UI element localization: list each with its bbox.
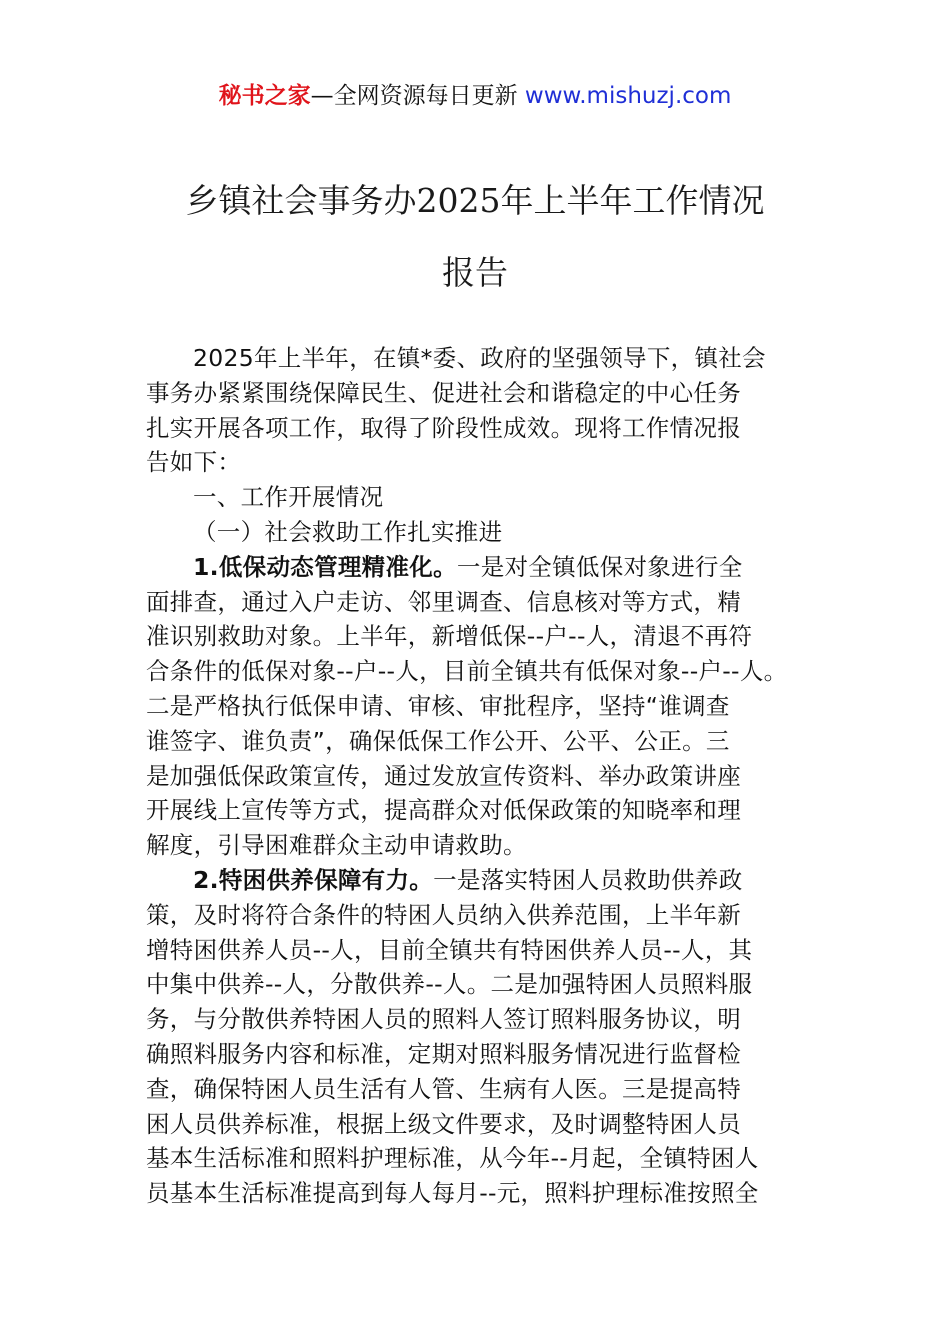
intro-line: 2025年上半年，在镇*委、政府的坚强领导下，镇社会 (193, 344, 766, 372)
intro-line: 事务办紧紧围绕保障民生、促进社会和谐稳定的中心任务 (146, 378, 741, 407)
site-url-link[interactable]: www.mishuzj.com (524, 83, 732, 109)
item2-line: 增特困供养人员--人，目前全镇共有特困供养人员--人，其 (146, 935, 753, 964)
brand-name: 秘书之家 (218, 83, 311, 109)
item2-line: 查，确保特困人员生活有人管、生病有人医。三是提高特 (146, 1074, 741, 1103)
item2-line: 困人员供养标准，根据上级文件要求，及时调整特困人员 (146, 1109, 741, 1138)
intro-line: 扎实开展各项工作，取得了阶段性成效。现将工作情况报 (146, 413, 741, 442)
item2-line: 员基本生活标准提高到每人每月--元，照料护理标准按照全 (146, 1179, 759, 1208)
section-heading: 一、工作开展情况 (193, 483, 384, 512)
item1-line: 开展线上宣传等方式，提高群众对低保政策的知晓率和理 (146, 796, 741, 825)
item2-line: 务，与分散供养特困人员的照料人签订照料服务协议，明 (146, 1005, 741, 1034)
site-header (0, 80, 950, 112)
item1-line: 准识别救助对象。上半年，新增低保--户--人，清退不再符 (146, 622, 753, 651)
item2-lead: 2.特困供养保障有力。 (193, 865, 434, 894)
item2-line: 策，及时将符合条件的特困人员纳入供养范围，上半年新 (146, 900, 741, 929)
item1-line: 谁签字、谁负责”，确保低保工作公开、公平、公正。三 (146, 726, 730, 755)
item2-line: 基本生活标准和照料护理标准，从今年--月起，全镇特困人 (146, 1144, 759, 1173)
item1-line: 面排查，通过入户走访、邻里调查、信息核对等方式，精 (146, 587, 741, 616)
item2-line: 中集中供养--人，分散供养--人。二是加强特困人员照料服 (146, 970, 753, 999)
header-slogan: —全网资源每日更新 (310, 83, 525, 109)
item1-line: 是加强低保政策宣传，通过发放宣传资料、举办政策讲座 (146, 761, 741, 790)
subsection-heading: （一）社会救助工作扎实推进 (193, 517, 503, 546)
item1-first-line (146, 550, 806, 585)
item2-first-line-text: 一是落实特困人员救助供养政 (433, 865, 743, 894)
item1-line: 二是严格执行低保申请、审核、审批程序，坚持“谁调查 (146, 691, 730, 720)
item2-first-line (146, 863, 806, 898)
document-title-line-1: 乡镇社会事务办2025年上半年工作情况 (185, 181, 765, 220)
intro-line: 告如下： (146, 448, 242, 477)
item2-line: 确照料服务内容和标准，定期对照料服务情况进行监督检 (146, 1039, 741, 1068)
item1-lead: 1.低保动态管理精准化。 (193, 552, 457, 581)
document-body (146, 341, 806, 1211)
item1-first-line-text: 一是对全镇低保对象进行全 (456, 552, 743, 581)
document-title-line-2: 报告 (442, 253, 508, 292)
item1-line: 解度，引导困难群众主动申请救助。 (146, 831, 527, 860)
item1-line: 合条件的低保对象--户--人，目前全镇共有低保对象--户--人。 (146, 657, 788, 686)
